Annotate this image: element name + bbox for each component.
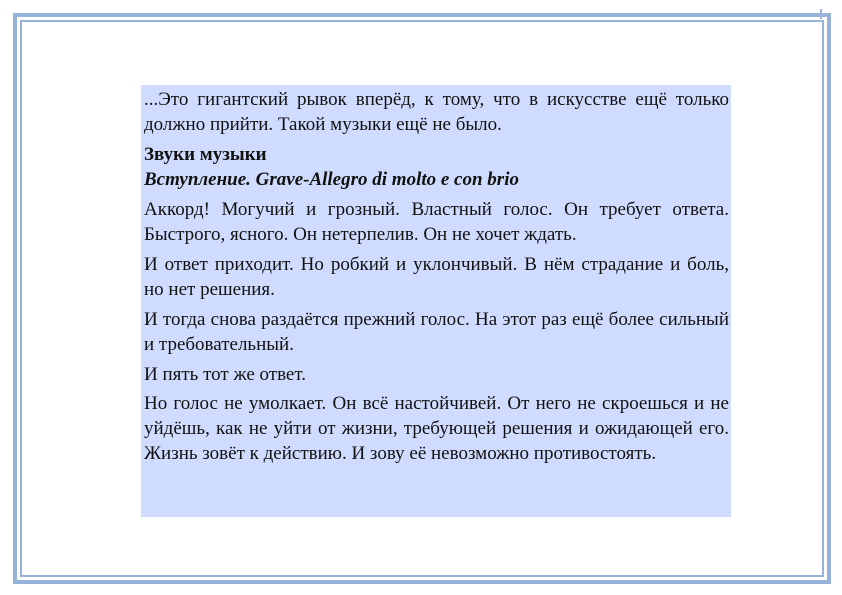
frame-corner-accent bbox=[820, 9, 822, 19]
intro-paragraph: ...Это гигантский рывок вперёд, к тому, что в искусстве ещё только должно прийти. Такой музыки ещё не было. bbox=[144, 89, 729, 135]
section-heading: Звуки музыки bbox=[144, 144, 267, 165]
paragraph-2: И ответ приходит. Но робкий и уклончивый. В нём страдание и боль, но нет решения. bbox=[144, 254, 729, 300]
section-subheading: Вступление. Grave-Allegro di molto e con brio bbox=[144, 169, 519, 190]
paragraph-5: Но голос не умолкает. Он всё настойчивей. От него не скроешься и не уйдёшь, как не уйти от жизни, требующей решения и ожидающей его. Жизнь зовёт к действию. И зову её невозможно противостоять. bbox=[144, 393, 729, 464]
paragraph-4: И пять тот же ответ. bbox=[144, 364, 306, 385]
paragraph-3: И тогда снова раздаётся прежний голос. На этот раз ещё более сильный и требовательный. bbox=[144, 309, 729, 355]
paragraph-1: Аккорд! Могучий и грозный. Властный голос. Он требует ответа. Быстрого, ясного. Он нетерпелив. Он не хочет ждать. bbox=[144, 199, 729, 245]
text-block bbox=[141, 85, 731, 517]
